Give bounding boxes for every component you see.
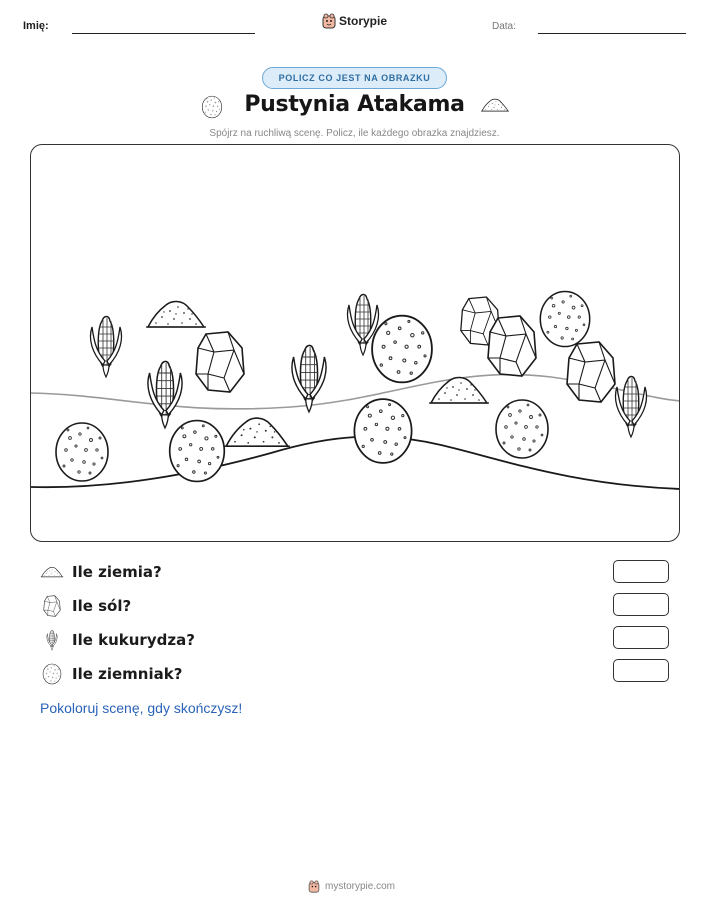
name-field-line[interactable] bbox=[72, 33, 255, 34]
answer-box-corn[interactable] bbox=[613, 626, 669, 649]
sand-pile-item bbox=[146, 301, 206, 327]
question-row-sand bbox=[40, 560, 162, 584]
brand-name: Storypie bbox=[339, 14, 388, 28]
answer-box-potato[interactable] bbox=[613, 659, 669, 682]
corn-item bbox=[148, 361, 182, 428]
salt-crystal-item bbox=[196, 332, 244, 392]
corn-item bbox=[90, 317, 121, 378]
answer-box-sand[interactable] bbox=[613, 560, 669, 583]
question-row-potato bbox=[40, 662, 182, 686]
corn-item bbox=[615, 377, 646, 438]
question-row-corn bbox=[40, 628, 195, 652]
page-title: Pustynia Atakama bbox=[244, 92, 465, 117]
coloring-prompt: Pokoloruj scenę, gdy skończysz! bbox=[40, 700, 243, 716]
answer-box-salt[interactable] bbox=[613, 593, 669, 616]
question-row-salt bbox=[40, 594, 131, 618]
corn-icon bbox=[40, 628, 64, 652]
footer-brand bbox=[308, 880, 395, 893]
sand-pile-item bbox=[224, 418, 290, 446]
salt-crystal-item bbox=[567, 342, 615, 402]
instructions: Spójrz na ruchliwą scenę. Policz, ile każdego obrazka znajdziesz. bbox=[209, 128, 500, 139]
potato-item bbox=[496, 400, 548, 458]
date-field-line[interactable] bbox=[538, 33, 686, 34]
salt-crystal-icon bbox=[40, 594, 64, 618]
question-label: Ile ziemniak? bbox=[72, 665, 183, 683]
potato-item bbox=[170, 421, 225, 482]
potato-item bbox=[372, 316, 432, 383]
sand-pile-icon bbox=[40, 560, 64, 584]
footer-url: mystorypie.com bbox=[325, 881, 396, 892]
dune-line-front bbox=[31, 437, 680, 489]
activity-badge: POLICZ CO JEST NA OBRAZKU bbox=[262, 67, 447, 89]
potato-icon bbox=[40, 662, 64, 686]
potato-item bbox=[540, 291, 589, 346]
potato-item bbox=[354, 399, 411, 463]
storypie-mascot-icon bbox=[322, 13, 336, 29]
brand-logo bbox=[322, 13, 387, 29]
question-label: Ile sól? bbox=[72, 597, 132, 615]
question-label: Ile kukurydza? bbox=[72, 631, 195, 649]
question-label: Ile ziemia? bbox=[72, 563, 162, 581]
storypie-mascot-icon bbox=[308, 880, 320, 893]
sand-pile-icon bbox=[480, 95, 510, 119]
salt-crystal-item bbox=[488, 316, 536, 376]
corn-item bbox=[292, 345, 326, 412]
desert-scene bbox=[30, 144, 680, 542]
date-label: Data: bbox=[492, 21, 516, 32]
potato-item bbox=[56, 423, 108, 481]
scene-illustration bbox=[31, 145, 680, 542]
name-label: Imię: bbox=[23, 20, 49, 32]
